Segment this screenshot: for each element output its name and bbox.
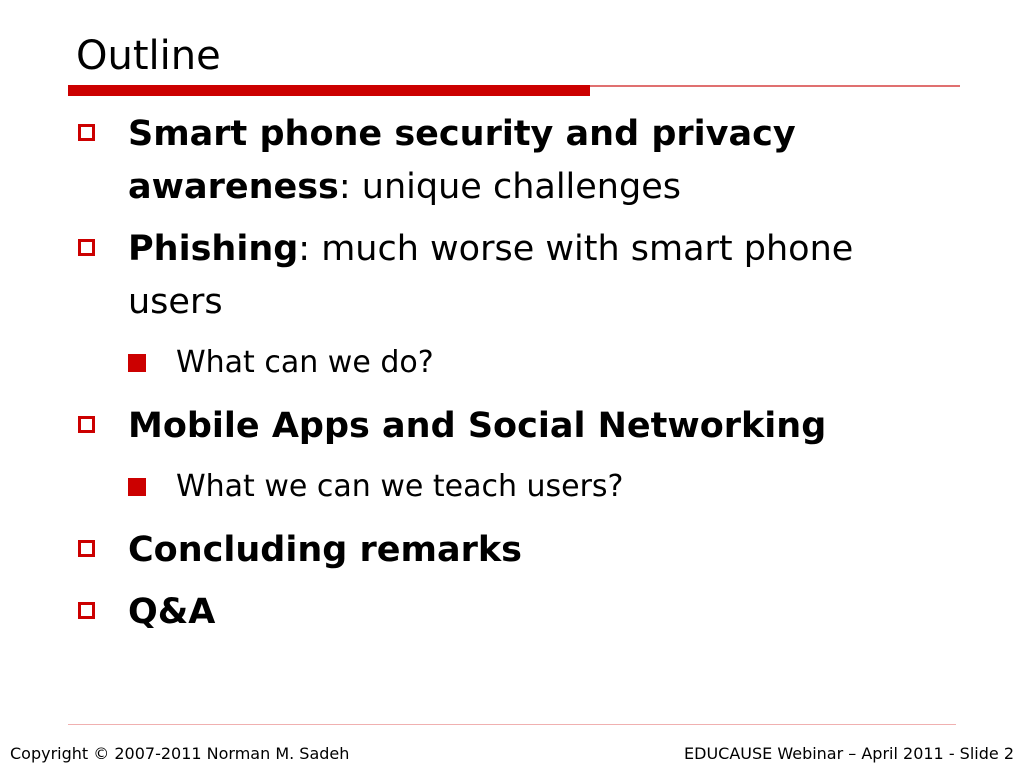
sub-bullet-text: What can we do? xyxy=(176,345,434,380)
hollow-square-bullet-icon xyxy=(78,602,95,619)
bullet-item xyxy=(78,400,958,453)
footer-copyright: Copyright © 2007-2011 Norman M. Sadeh xyxy=(10,744,350,763)
bullet-text: : unique challenges xyxy=(338,167,681,207)
bullet-item xyxy=(78,108,958,214)
title-underline-thin xyxy=(590,85,960,87)
hollow-square-bullet-icon xyxy=(78,540,95,557)
bullet-bold-text: Phishing xyxy=(128,229,299,269)
bullet-bold-text: Smart phone security and privacy awareness xyxy=(128,114,796,207)
sub-bullet-item xyxy=(78,338,958,388)
solid-square-bullet-icon xyxy=(128,478,146,496)
bullet-item xyxy=(78,223,958,329)
solid-square-bullet-icon xyxy=(128,354,146,372)
bullet-bold-text: Mobile Apps and Social Networking xyxy=(128,406,827,446)
slide-title: Outline xyxy=(76,33,221,79)
bullet-item xyxy=(78,524,958,577)
bullet-text: : much worse with smart phone users xyxy=(128,229,854,322)
bullet-bold-text: Q&A xyxy=(128,592,216,632)
sub-bullet-text: What we can we teach users? xyxy=(176,469,624,504)
bullet-item xyxy=(78,586,958,639)
hollow-square-bullet-icon xyxy=(78,416,95,433)
sub-bullet-item xyxy=(78,462,958,512)
footer-event-slide-number: EDUCAUSE Webinar – April 2011 - Slide 2 xyxy=(684,744,1014,763)
bullet-bold-text: Concluding remarks xyxy=(128,530,522,570)
bullet-list xyxy=(78,108,958,648)
title-underline-thick xyxy=(68,85,590,96)
hollow-square-bullet-icon xyxy=(78,239,95,256)
footer-divider xyxy=(68,724,956,725)
hollow-square-bullet-icon xyxy=(78,124,95,141)
